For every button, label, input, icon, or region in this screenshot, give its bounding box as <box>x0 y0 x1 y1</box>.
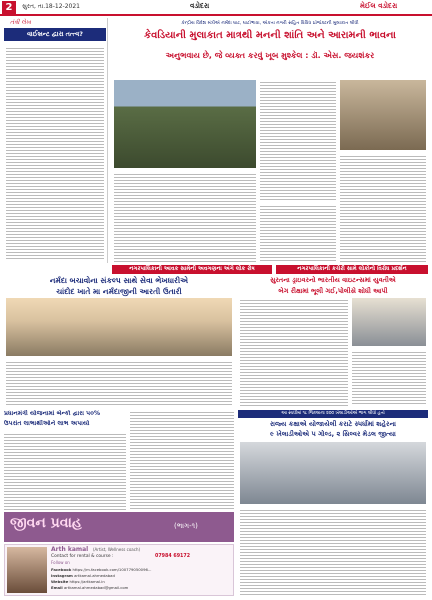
lead-photo-secondary <box>340 80 426 150</box>
ad-role: (Artist, Wellness coach) <box>93 547 141 552</box>
ad-link-facebook <box>51 567 233 572</box>
story-four-body <box>4 432 126 510</box>
city-name: વડોદરા <box>190 2 210 10</box>
edition-name: મેઈલ વડોદરા <box>360 2 398 10</box>
story-two-photo <box>6 298 232 356</box>
lead-photo <box>114 80 256 168</box>
ad-link-label: Instagram <box>51 573 73 578</box>
banner-right: નગરપાલિકાની કચેરી સામે લોકોનો વિરોધ પ્રદર્શન <box>276 265 428 274</box>
lead-subhead: અનુભવાય છે, જે વ્યક્ત કરવું ખૂબ મુશ્કેલ : ડૉ. એસ. જયશંકર <box>165 51 375 60</box>
lead-kicker: કેન્દ્રીય વિદેશ મંત્રીએ નર્મદા ઘાટ, ઘાટોભાવા, એકતા નગરી સહિત વિવિધ પ્રોજેક્ટની મુલાકાત લીધી <box>181 21 359 26</box>
page-number-badge: 2 <box>2 1 16 15</box>
ad-part: (ભાગ-૧) <box>174 522 198 530</box>
ad-title: જીવન પ્રવાહ <box>10 515 82 531</box>
ad-contact-label: Contact for rental & course : <box>51 554 114 559</box>
editorial-column <box>4 18 108 263</box>
ad-avatar <box>7 547 47 593</box>
ad-link-label: Website <box>51 579 69 584</box>
lead-body-3 <box>340 154 426 262</box>
story-five-headline: રાજ્ય કક્ષાએ યોજાયેલી કરાટે સ્પર્ધામાં શહેરના <box>270 420 396 428</box>
ad-follow-label: Follow on <box>51 560 70 565</box>
story-four-body-2 <box>130 410 234 510</box>
story-three-headline: સુરતના ડ્રાઇવરનો ભારતીય વાઇટન્સમાં યુવતીએ <box>270 276 396 284</box>
lead-body-2 <box>114 172 256 262</box>
story-three-subhead: બેગ રીક્ષામાં ભૂલી ગઈ,પોલીસે શોધી આપી <box>278 287 388 295</box>
story-three-body-2 <box>352 350 426 406</box>
story-four-subhead: ઉપરાંત લાભાર્થીઓને લાભ અપાયો <box>4 420 90 427</box>
ad-body <box>4 544 234 596</box>
story-two-subhead: ચાંદોદ ખાતે મા નર્મદાજીની આરતી ઉતારી <box>56 287 182 296</box>
ad-link-email <box>51 585 233 590</box>
page-header <box>0 0 432 16</box>
ad-link-website <box>51 579 233 584</box>
story-five-subhead: ૯ ખેલાડીઓએ ૫ ગોલ્ડ, ૨ સિલ્વર મેડલ જીત્યા <box>270 430 396 438</box>
lead-body-1 <box>260 80 336 200</box>
ad-banner <box>4 512 234 542</box>
ad-link-value: https://artkamal.in <box>69 579 105 584</box>
date-line: સુરત, તા.18-12-2021 <box>22 3 80 10</box>
ad-link-label: Email <box>51 585 63 590</box>
story-five-body <box>240 508 426 596</box>
lead-body-4 <box>260 204 336 262</box>
banner-left: નગરપાલિકાની આવક સામેની અવગણના અંગે લોક રોષ <box>112 265 272 274</box>
story-two-body <box>6 360 232 406</box>
ad-link-value: https://m.facebook.com/100779050096... <box>72 567 152 572</box>
ad-link-value: artkamal.ahmedabad@gmail.com <box>63 585 129 590</box>
story-two-headline: નર્મદા બચાવોના સંકલ્પ સાથે સેવા ભેખધારીએ <box>49 276 189 285</box>
editorial-heading: વાઈબ્રન્ટ દ્વારા તત્ત્વ? <box>4 28 106 41</box>
story-three-photo <box>352 298 426 346</box>
ad-link-value: artkamal.ahmedabad <box>74 573 115 578</box>
story-five-photo <box>240 442 426 504</box>
ad-link-label: Facebook <box>51 567 72 572</box>
ad-name: Arth kamal <box>51 546 89 553</box>
lead-headline: કેવડિયાની મુલાકાત માત્રથી મનની શાંતિ અને આરામની ભાવના <box>144 30 396 41</box>
story-four-headline: પ્રધાનમંત્રી યોજનામાં બેન્કો દ્વારા ૫૦% <box>4 410 101 417</box>
editorial-body <box>6 46 104 260</box>
story-five-kicker: આ સ્પર્ધામાં ૧૮ જિલ્લાના ૨૦૦ ખેલાડીઓએ ભાગ લીધો હતો <box>238 410 428 418</box>
ad-link-instagram <box>51 573 233 578</box>
ad-phone: 07984 69172 <box>155 554 191 559</box>
editorial-label: તંત્રી લેખ <box>10 19 31 26</box>
story-three-body <box>240 298 348 406</box>
